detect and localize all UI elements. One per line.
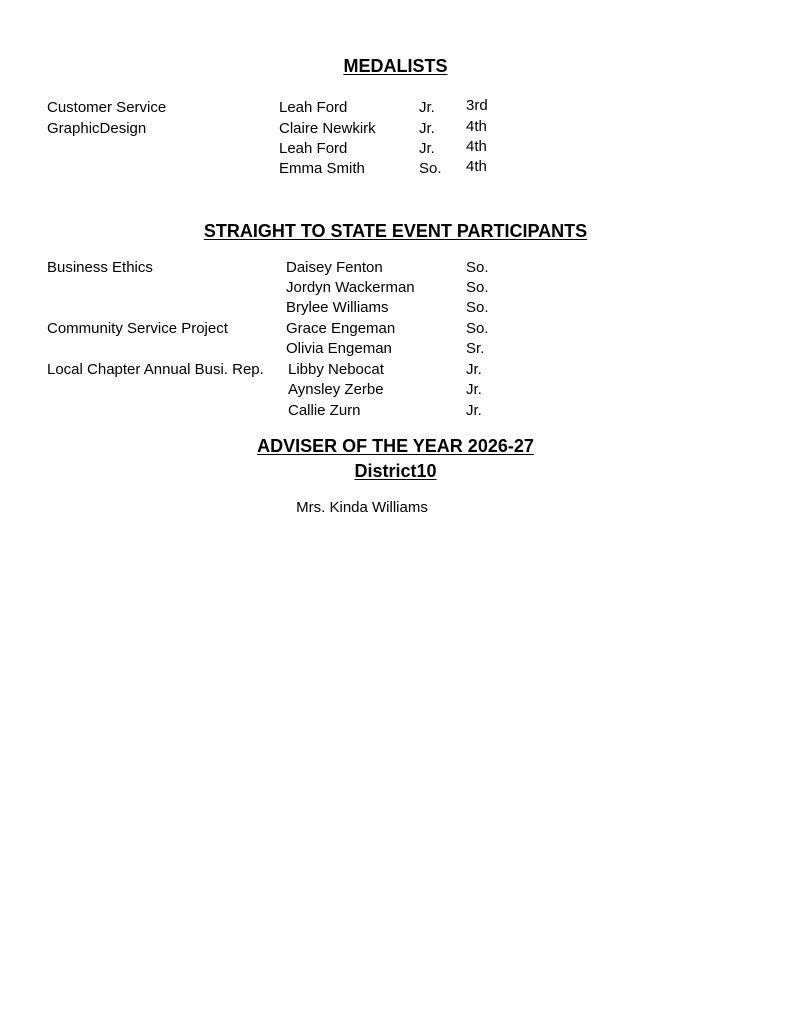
participant-grade: Jr. xyxy=(419,140,435,157)
participant-name: Leah Ford xyxy=(279,140,348,157)
participant-grade: So. xyxy=(419,160,442,177)
participant-name: Grace Engeman xyxy=(286,320,396,337)
participant-name: Emma Smith xyxy=(279,160,365,177)
participant-name: Claire Newkirk xyxy=(279,120,376,137)
participant-name: Brylee Williams xyxy=(286,299,389,316)
participant-name: Aynsley Zerbe xyxy=(288,381,384,398)
participant-grade: Jr. xyxy=(466,381,482,398)
placement: 3rd xyxy=(466,97,488,114)
placement: 4th xyxy=(466,158,487,175)
participant-grade: So. xyxy=(466,320,489,337)
participant-grade: Jr. xyxy=(466,361,482,378)
placement: 4th xyxy=(466,118,487,135)
medalists-heading: MEDALISTS xyxy=(343,56,448,76)
participant-grade: Jr. xyxy=(419,120,435,137)
participant-name: Jordyn Wackerman xyxy=(286,279,415,296)
participant-name: Callie Zurn xyxy=(288,402,361,419)
participant-name: Leah Ford xyxy=(279,99,348,116)
event-label: Business Ethics xyxy=(47,259,153,276)
adviser-heading: ADVISER OF THE YEAR 2026-27 xyxy=(257,436,534,456)
adviser-name: Mrs. Kinda Williams xyxy=(296,499,428,516)
participant-grade: Sr. xyxy=(466,340,485,357)
event-label: GraphicDesign xyxy=(47,120,147,137)
participant-name: Libby Nebocat xyxy=(288,361,384,378)
participant-grade: Jr. xyxy=(419,99,435,116)
placement: 4th xyxy=(466,138,487,155)
event-label: Customer Service xyxy=(47,99,167,116)
event-label: Community Service Project xyxy=(47,320,228,337)
participant-grade: So. xyxy=(466,259,489,276)
participant-grade: Jr. xyxy=(466,402,482,419)
participant-grade: So. xyxy=(466,299,489,316)
participant-grade: So. xyxy=(466,279,489,296)
adviser-district: District10 xyxy=(354,461,437,481)
participant-name: Daisey Fenton xyxy=(286,259,383,276)
straight-to-state-heading: STRAIGHT TO STATE EVENT PARTICIPANTS xyxy=(203,221,588,241)
participant-name: Olivia Engeman xyxy=(286,340,392,357)
event-label: Local Chapter Annual Busi. Rep. xyxy=(47,361,264,378)
